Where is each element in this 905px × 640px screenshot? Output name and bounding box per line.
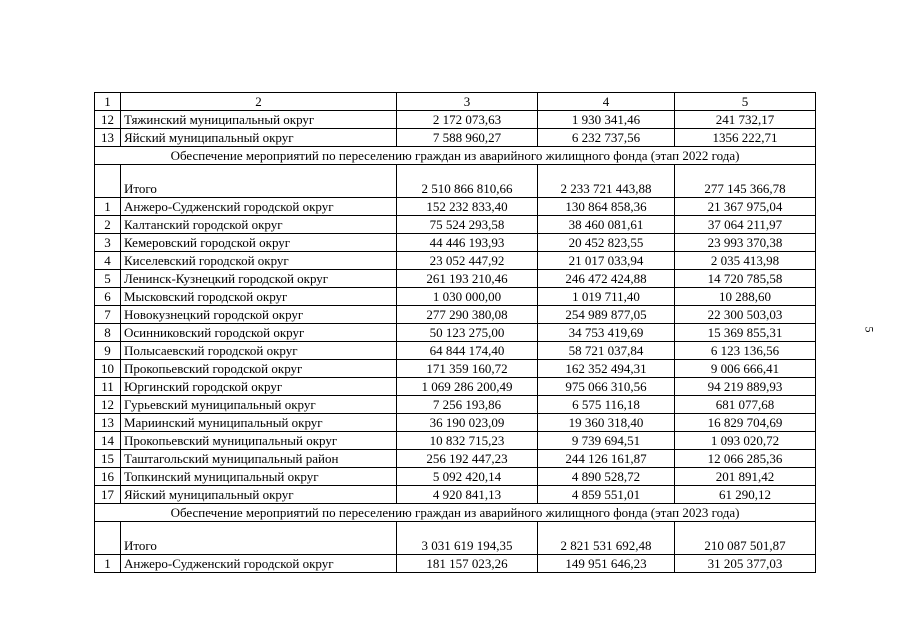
value-col3: 7 256 193,86 (397, 396, 538, 414)
value-col5: 23 993 370,38 (675, 234, 816, 252)
value-col4: 9 739 694,51 (538, 432, 675, 450)
value-col3: 5 092 420,14 (397, 468, 538, 486)
value-col5: 21 367 975,04 (675, 198, 816, 216)
row-number: 17 (95, 486, 121, 504)
header-cell-5: 5 (675, 93, 816, 111)
table-row (95, 468, 816, 486)
value-col5: 6 123 136,56 (675, 342, 816, 360)
header-cell-1: 1 (95, 93, 121, 111)
value-col3: 4 920 841,13 (397, 486, 538, 504)
table-row (95, 414, 816, 432)
total-col3: 2 510 866 810,66 (397, 165, 538, 198)
row-number: 10 (95, 360, 121, 378)
table-row (95, 360, 816, 378)
value-col4: 38 460 081,61 (538, 216, 675, 234)
table-row (95, 270, 816, 288)
value-col5: 12 066 285,36 (675, 450, 816, 468)
value-col3: 1 030 000,00 (397, 288, 538, 306)
value-col3: 10 832 715,23 (397, 432, 538, 450)
municipality-name: Калтанский городской округ (121, 216, 397, 234)
value-col4: 58 721 037,84 (538, 342, 675, 360)
municipality-name: Полысаевский городской округ (121, 342, 397, 360)
table-row (95, 555, 816, 573)
section-title: Обеспечение мероприятий по переселению граждан из аварийного жилищного фонда (этап 2023 года) (95, 504, 816, 522)
row-number: 11 (95, 378, 121, 396)
municipality-name: Мариинский муниципальный округ (121, 414, 397, 432)
value-col3: 50 123 275,00 (397, 324, 538, 342)
row-number: 2 (95, 216, 121, 234)
municipality-name: Анжеро-Судженский городской округ (121, 555, 397, 573)
value-col4: 244 126 161,87 (538, 450, 675, 468)
value-col5: 31 205 377,03 (675, 555, 816, 573)
municipality-name: Киселевский городской округ (121, 252, 397, 270)
value-col4: 254 989 877,05 (538, 306, 675, 324)
value-col5: 681 077,68 (675, 396, 816, 414)
municipality-name: Прокопьевский городской округ (121, 360, 397, 378)
row-number: 13 (95, 414, 121, 432)
value-col4: 19 360 318,40 (538, 414, 675, 432)
row-number: 14 (95, 432, 121, 450)
value-col5: 201 891,42 (675, 468, 816, 486)
table-row (95, 198, 816, 216)
value-col3: 64 844 174,40 (397, 342, 538, 360)
value-col4: 975 066 310,56 (538, 378, 675, 396)
value-col3: 152 232 833,40 (397, 198, 538, 216)
municipality-name: Новокузнецкий городской округ (121, 306, 397, 324)
value-col3: 7 588 960,27 (397, 129, 538, 147)
municipality-name: Яйский муниципальный округ (121, 486, 397, 504)
municipality-name: Таштагольский муниципальный район (121, 450, 397, 468)
row-number: 6 (95, 288, 121, 306)
section-title-row (95, 147, 816, 165)
value-col4: 4 859 551,01 (538, 486, 675, 504)
value-col4: 1 930 341,46 (538, 111, 675, 129)
municipality-name: Мысковский городской округ (121, 288, 397, 306)
row-number: 13 (95, 129, 121, 147)
table-row (95, 486, 816, 504)
total-col5: 277 145 366,78 (675, 165, 816, 198)
value-col3: 171 359 160,72 (397, 360, 538, 378)
value-col5: 94 219 889,93 (675, 378, 816, 396)
row-number: 15 (95, 450, 121, 468)
value-col3: 44 446 193,93 (397, 234, 538, 252)
value-col3: 2 172 073,63 (397, 111, 538, 129)
table-body (95, 93, 816, 573)
row-number: 5 (95, 270, 121, 288)
value-col4: 6 575 116,18 (538, 396, 675, 414)
total-col4: 2 821 531 692,48 (538, 522, 675, 555)
value-col3: 256 192 447,23 (397, 450, 538, 468)
total-number-blank (95, 522, 121, 555)
table-row (95, 234, 816, 252)
row-number: 16 (95, 468, 121, 486)
value-col3: 261 193 210,46 (397, 270, 538, 288)
value-col5: 22 300 503,03 (675, 306, 816, 324)
table-row (95, 396, 816, 414)
value-col3: 23 052 447,92 (397, 252, 538, 270)
value-col4: 21 017 033,94 (538, 252, 675, 270)
value-col4: 20 452 823,55 (538, 234, 675, 252)
row-number: 3 (95, 234, 121, 252)
total-label: Итого (121, 165, 397, 198)
municipality-name: Ленинск-Кузнецкий городской округ (121, 270, 397, 288)
value-col4: 130 864 858,36 (538, 198, 675, 216)
section-title: Обеспечение мероприятий по переселению граждан из аварийного жилищного фонда (этап 2022 года) (95, 147, 816, 165)
budget-table (94, 92, 816, 573)
row-number: 1 (95, 555, 121, 573)
value-col5: 9 006 666,41 (675, 360, 816, 378)
row-number: 8 (95, 324, 121, 342)
municipality-name: Прокопьевский муниципальный округ (121, 432, 397, 450)
value-col5: 1 093 020,72 (675, 432, 816, 450)
row-number: 4 (95, 252, 121, 270)
value-col5: 241 732,17 (675, 111, 816, 129)
total-col5: 210 087 501,87 (675, 522, 816, 555)
table-row (95, 252, 816, 270)
value-col5: 15 369 855,31 (675, 324, 816, 342)
table-row (95, 129, 816, 147)
value-col5: 10 288,60 (675, 288, 816, 306)
value-col5: 37 064 211,97 (675, 216, 816, 234)
municipality-name: Анжеро-Судженский городской округ (121, 198, 397, 216)
table-row (95, 324, 816, 342)
header-cell-3: 3 (397, 93, 538, 111)
municipality-name: Яйский муниципальный округ (121, 129, 397, 147)
total-label: Итого (121, 522, 397, 555)
section-title-row (95, 504, 816, 522)
value-col3: 36 190 023,09 (397, 414, 538, 432)
total-col3: 3 031 619 194,35 (397, 522, 538, 555)
total-row (95, 522, 816, 555)
row-number: 12 (95, 111, 121, 129)
municipality-name: Юргинский городской округ (121, 378, 397, 396)
row-number: 12 (95, 396, 121, 414)
header-cell-2: 2 (121, 93, 397, 111)
value-col5: 2 035 413,98 (675, 252, 816, 270)
table-row (95, 111, 816, 129)
value-col3: 181 157 023,26 (397, 555, 538, 573)
municipality-name: Гурьевский муниципальный округ (121, 396, 397, 414)
value-col4: 6 232 737,56 (538, 129, 675, 147)
table-row (95, 378, 816, 396)
table-row (95, 288, 816, 306)
row-number: 7 (95, 306, 121, 324)
value-col4: 4 890 528,72 (538, 468, 675, 486)
header-row (95, 93, 816, 111)
row-number: 1 (95, 198, 121, 216)
table-row (95, 216, 816, 234)
value-col4: 149 951 646,23 (538, 555, 675, 573)
value-col3: 1 069 286 200,49 (397, 378, 538, 396)
table-row (95, 432, 816, 450)
municipality-name: Тяжинский муниципальный округ (121, 111, 397, 129)
municipality-name: Осинниковский городской округ (121, 324, 397, 342)
value-col4: 246 472 424,88 (538, 270, 675, 288)
value-col5: 1356 222,71 (675, 129, 816, 147)
value-col3: 277 290 380,08 (397, 306, 538, 324)
value-col4: 162 352 494,31 (538, 360, 675, 378)
value-col4: 34 753 419,69 (538, 324, 675, 342)
municipality-name: Кемеровский городской округ (121, 234, 397, 252)
municipality-name: Топкинский муниципальный округ (121, 468, 397, 486)
total-row (95, 165, 816, 198)
header-cell-4: 4 (538, 93, 675, 111)
value-col5: 16 829 704,69 (675, 414, 816, 432)
table-row (95, 306, 816, 324)
row-number: 9 (95, 342, 121, 360)
value-col4: 1 019 711,40 (538, 288, 675, 306)
page-number: 5 (862, 326, 877, 333)
value-col5: 14 720 785,58 (675, 270, 816, 288)
table-row (95, 450, 816, 468)
value-col3: 75 524 293,58 (397, 216, 538, 234)
total-number-blank (95, 165, 121, 198)
total-col4: 2 233 721 443,88 (538, 165, 675, 198)
table-row (95, 342, 816, 360)
value-col5: 61 290,12 (675, 486, 816, 504)
